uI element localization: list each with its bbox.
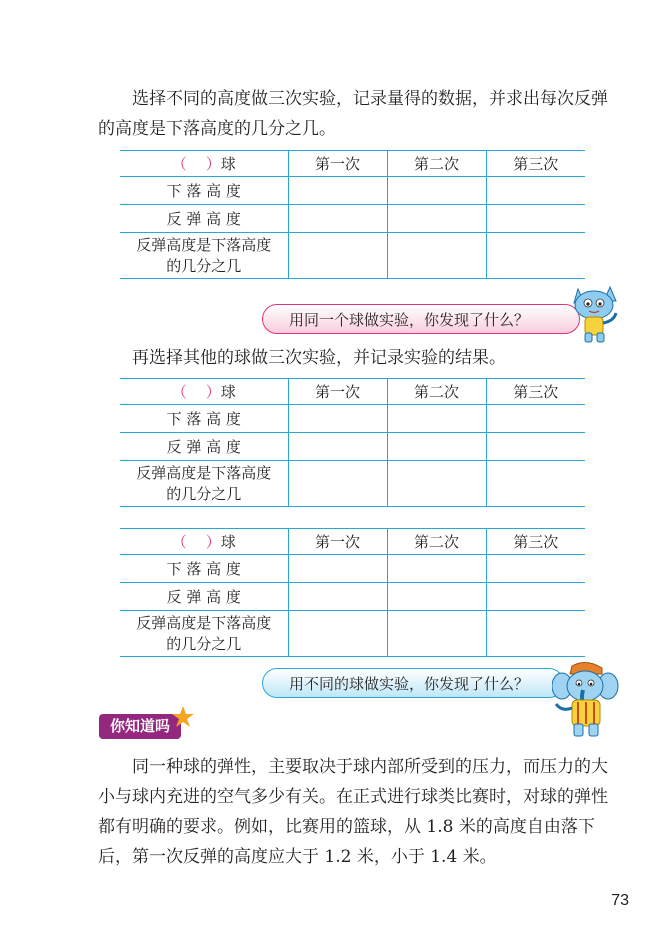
input-cell[interactable] bbox=[288, 177, 387, 205]
close-paren: ） bbox=[205, 383, 221, 401]
input-cell[interactable] bbox=[288, 233, 387, 279]
input-cell[interactable] bbox=[288, 461, 387, 507]
input-cell[interactable] bbox=[387, 555, 486, 583]
row-label-ratio bbox=[120, 233, 288, 279]
open-paren: （ bbox=[171, 533, 187, 551]
ball-label: 球 bbox=[220, 533, 236, 551]
input-cell[interactable] bbox=[387, 433, 486, 461]
input-cell[interactable] bbox=[486, 433, 585, 461]
input-cell[interactable] bbox=[288, 611, 387, 657]
star-sparkle-icon bbox=[170, 704, 196, 730]
open-paren: （ bbox=[171, 383, 187, 401]
open-paren: （ bbox=[171, 155, 187, 173]
ball-type-header[interactable] bbox=[120, 151, 288, 177]
header-trial-3: 第三次 bbox=[486, 379, 585, 405]
row-label-drop: 下 落 高 度 bbox=[120, 177, 288, 205]
input-cell[interactable] bbox=[387, 177, 486, 205]
did-you-know-tag: 你知道吗 bbox=[99, 714, 181, 739]
input-cell[interactable] bbox=[486, 205, 585, 233]
did-you-know-paragraph: 同一种球的弹性，主要取决于球内部所受到的压力，而压力的大小与球内充进的空气多少有关。在正式进行球类比赛时，对球的弹性都有明确的要求。例如，比赛用的篮球，从 1.8 米的高度自由落下后，第一次反弹的高度应大于 1.2 米，小于 1.4 米。 bbox=[98, 757, 608, 867]
header-trial-3: 第三次 bbox=[486, 529, 585, 555]
input-cell[interactable] bbox=[288, 583, 387, 611]
experiment-table-3 bbox=[120, 528, 585, 657]
row-label-ratio bbox=[120, 611, 288, 657]
header-trial-2: 第二次 bbox=[387, 529, 486, 555]
input-cell[interactable] bbox=[486, 555, 585, 583]
header-trial-2: 第二次 bbox=[387, 379, 486, 405]
cat-character-icon bbox=[570, 283, 626, 345]
header-trial-2: 第二次 bbox=[387, 151, 486, 177]
second-intro-paragraph: 再选择其他的球做三次实验，并记录实验的结果。 bbox=[132, 348, 506, 368]
input-cell[interactable] bbox=[486, 177, 585, 205]
input-cell[interactable] bbox=[288, 433, 387, 461]
input-cell[interactable] bbox=[387, 611, 486, 657]
ratio-line-2: 的几分之几 bbox=[166, 484, 242, 503]
elephant-character-icon bbox=[552, 660, 620, 740]
input-cell[interactable] bbox=[387, 405, 486, 433]
row-label-bounce: 反 弹 高 度 bbox=[120, 583, 288, 611]
input-cell[interactable] bbox=[387, 461, 486, 507]
intro-paragraph: 选择不同的高度做三次实验，记录量得的数据，并求出每次反弹的高度是下落高度的几分之几。 bbox=[98, 89, 608, 139]
header-trial-1: 第一次 bbox=[288, 379, 387, 405]
row-label-drop: 下 落 高 度 bbox=[120, 555, 288, 583]
header-trial-3: 第三次 bbox=[486, 151, 585, 177]
header-trial-1: 第一次 bbox=[288, 529, 387, 555]
input-cell[interactable] bbox=[486, 405, 585, 433]
experiment-table-2 bbox=[120, 378, 585, 507]
page-number: 73 bbox=[611, 892, 629, 909]
input-cell[interactable] bbox=[486, 461, 585, 507]
ratio-line-1: 反弹高度是下落高度 bbox=[136, 463, 272, 482]
ratio-line-1: 反弹高度是下落高度 bbox=[136, 235, 272, 254]
input-cell[interactable] bbox=[486, 583, 585, 611]
row-label-ratio bbox=[120, 461, 288, 507]
input-cell[interactable] bbox=[288, 405, 387, 433]
speech-bubble-same-ball: 用同一个球做实验，你发现了什么？ bbox=[262, 304, 580, 334]
ball-label: 球 bbox=[220, 383, 236, 401]
input-cell[interactable] bbox=[486, 233, 585, 279]
ball-label: 球 bbox=[220, 155, 236, 173]
input-cell[interactable] bbox=[486, 611, 585, 657]
header-trial-1: 第一次 bbox=[288, 151, 387, 177]
row-label-bounce: 反 弹 高 度 bbox=[120, 433, 288, 461]
speech-bubble-different-balls: 用不同的球做实验，你发现了什么？ bbox=[262, 668, 564, 698]
ratio-line-2: 的几分之几 bbox=[166, 634, 242, 653]
ball-type-header[interactable] bbox=[120, 379, 288, 405]
ratio-line-2: 的几分之几 bbox=[166, 256, 242, 275]
input-cell[interactable] bbox=[288, 555, 387, 583]
ratio-line-1: 反弹高度是下落高度 bbox=[136, 613, 272, 632]
close-paren: ） bbox=[205, 533, 221, 551]
close-paren: ） bbox=[205, 155, 221, 173]
input-cell[interactable] bbox=[387, 233, 486, 279]
row-label-drop: 下 落 高 度 bbox=[120, 405, 288, 433]
input-cell[interactable] bbox=[288, 205, 387, 233]
ball-type-header[interactable] bbox=[120, 529, 288, 555]
input-cell[interactable] bbox=[387, 583, 486, 611]
row-label-bounce: 反 弹 高 度 bbox=[120, 205, 288, 233]
experiment-table-1 bbox=[120, 150, 585, 279]
input-cell[interactable] bbox=[387, 205, 486, 233]
